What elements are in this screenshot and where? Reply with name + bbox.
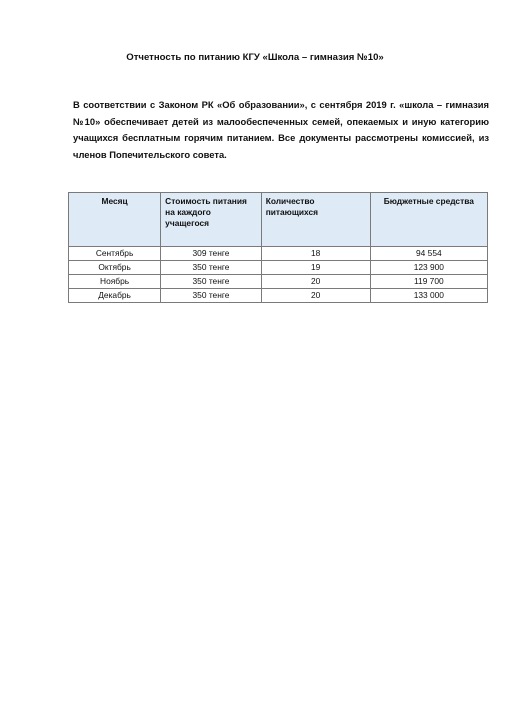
cell-cost: 309 тенге	[161, 247, 262, 261]
cell-cost: 350 тенге	[161, 275, 262, 289]
cell-budget: 133 000	[370, 289, 487, 303]
cell-count: 20	[261, 289, 370, 303]
header-month: Месяц	[69, 193, 161, 247]
table-row	[69, 247, 488, 261]
cell-budget: 94 554	[370, 247, 487, 261]
header-budget: Бюджетные средства	[370, 193, 487, 247]
table-row	[69, 275, 488, 289]
cell-month: Декабрь	[69, 289, 161, 303]
cell-count: 20	[261, 275, 370, 289]
cell-cost: 350 тенге	[161, 261, 262, 275]
cell-month: Сентябрь	[69, 247, 161, 261]
cell-count: 19	[261, 261, 370, 275]
cell-budget: 123 900	[370, 261, 487, 275]
cell-month: Октябрь	[69, 261, 161, 275]
cell-cost: 350 тенге	[161, 289, 262, 303]
document-title: Отчетность по питанию КГУ «Школа – гимназия №10»	[126, 52, 384, 63]
header-cost: Стоимость питания на каждого учащегося	[161, 193, 262, 247]
nutrition-report-table	[68, 192, 488, 303]
table-row	[69, 289, 488, 303]
header-count: Количество питающихся	[261, 193, 370, 247]
cell-budget: 119 700	[370, 275, 487, 289]
table-row	[69, 261, 488, 275]
intro-paragraph: В соответствии с Законом РК «Об образовании», с сентября 2019 г. «школа – гимназия №10» обеспечивает детей из малообеспеченных семей, опекаемых и иную категорию учащихся бесплатным горячим питанием. Все документы рассмотрены комиссией, из членов Попечительского совета.	[73, 99, 489, 160]
cell-month: Ноябрь	[69, 275, 161, 289]
table-header-row	[69, 193, 488, 247]
cell-count: 18	[261, 247, 370, 261]
